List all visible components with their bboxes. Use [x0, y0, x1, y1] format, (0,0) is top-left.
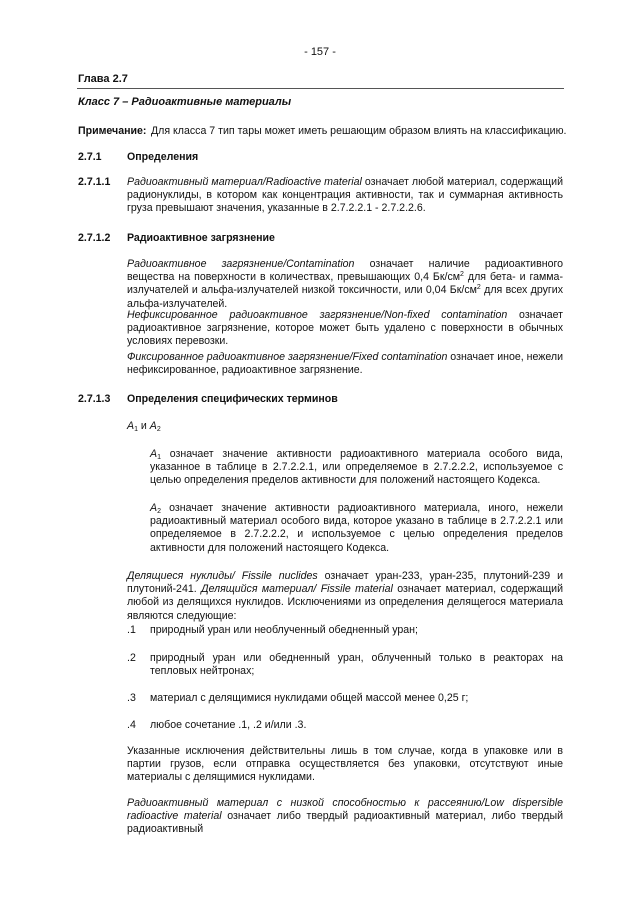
list-item-text: природный уран или необлученный обедненный уран; [150, 624, 418, 636]
radioactive-material-definition: Радиоактивный материал/Radioactive material означает любой материал, содержащий радионуклиды, в котором как концентрация активности, так и суммарная активность груза превышают значения, указанные в 2.7.2.2.1 - 2.7.2.2.6. [127, 176, 563, 215]
term: Радиоактивное загрязнение/Contamination [127, 258, 355, 270]
term: Нефиксированное радиоактивное загрязнение/Non-fixed contamination [127, 309, 508, 321]
low-dispersible-definition: Радиоактивный материал с низкой способностью к рассеянию/Low dispersible radioactive material означает либо твердый радиоактивный материал, либо твердый радиоактивный [127, 797, 563, 836]
note-text: Для класса 7 тип тары может иметь решающим образом влиять на классификацию. [151, 125, 567, 137]
a1-a2-heading: $A_1$ и $A_2$ [127, 420, 161, 433]
list-item-text: любое сочетание .1, .2 и/или .3. [150, 719, 307, 731]
fixed-contamination-definition: Фиксированное радиоактивное загрязнение/Fixed contamination означает иное, нежели нефиксированное, радиоактивное загрязнение. [127, 351, 563, 377]
a1-definition: $A_1$ означает значение активности радиоактивного материала особого вида, указанное в таблице в 2.7.2.2.1, или определяемое в 2.7.2.2.2, используемое с целью определения пределов активности для положений настоящего Кодекса. [150, 448, 563, 487]
section-title-2-7-1-2: Радиоактивное загрязнение [127, 232, 275, 244]
exclusions-paragraph: Указанные исключения действительны лишь в том случае, когда в упаковке или в партии грузов, если отправка осуществляется без упаковки, отсутствуют иные материалы с делящимися нуклидами. [127, 745, 563, 784]
page-number: - 157 - [304, 46, 336, 58]
a2-definition: $A_2$ означает значение активности радиоактивного материала, иного, нежели радиоактивный материал особого вида, которое указано в таблице в 2.7.2.2.1 или определяемое в 2.7.2.2.2, и используемое с целью определения пределов активности для положений настоящего Кодекса. [150, 502, 563, 554]
section-number-2-7-1-2: 2.7.1.2 [78, 232, 111, 244]
list-item-text: природный уран или обедненный уран, облученный только в реакторах на тепловых нейтронах; [150, 652, 563, 678]
section-title-2-7-1: Определения [127, 151, 199, 163]
section-number-2-7-1-3: 2.7.1.3 [78, 393, 111, 405]
section-title-2-7-1-3: Определения специфических терминов [127, 393, 338, 405]
note-label: Примечание: [78, 125, 147, 137]
non-fixed-contamination-definition: Нефиксированное радиоактивное загрязнение/Non-fixed contamination означает радиоактивное загрязнение, которое может быть удалено с поверхности в обычных условиях перевозки. [127, 309, 563, 348]
class-title: Класс 7 – Радиоактивные материалы [78, 96, 292, 108]
chapter-title: Глава 2.7 [78, 73, 128, 85]
list-item-number: .4 [127, 719, 136, 731]
term: Фиксированное радиоактивное загрязнение/Fixed contamination [127, 351, 448, 363]
list-item-number: .3 [127, 692, 136, 704]
section-number-2-7-1: 2.7.1 [78, 151, 102, 163]
contamination-definition: Радиоактивное загрязнение/Contamination означает наличие радиоактивного вещества на поверхности в количествах, превышающих 0,4 $Бк/см^2$ для бета- и гамма-излучателей и альфа-излучателей низкой токсичности, или 0,04 $Бк/см^2$ для всех других альфа-излучателей. [127, 258, 563, 310]
list-item-number: .1 [127, 624, 136, 636]
list-item-number: .2 [127, 652, 136, 664]
term: Радиоактивный материал/Radioactive material [127, 176, 362, 188]
header-rule [77, 88, 564, 89]
fissile-definition: Делящиеся нуклиды/ Fissile nuclides означает уран-233, уран-235, плутоний-239 и плутоний-241. Делящийся материал/ Fissile material означает материал, содержащий любой из делящихся нуклидов. Исключениями из определения делящегося материала являются следующие: [127, 570, 564, 622]
list-item-text: материал с делящимися нуклидами общей массой менее 0,25 г; [150, 692, 469, 704]
section-number-2-7-1-1: 2.7.1.1 [78, 176, 111, 188]
